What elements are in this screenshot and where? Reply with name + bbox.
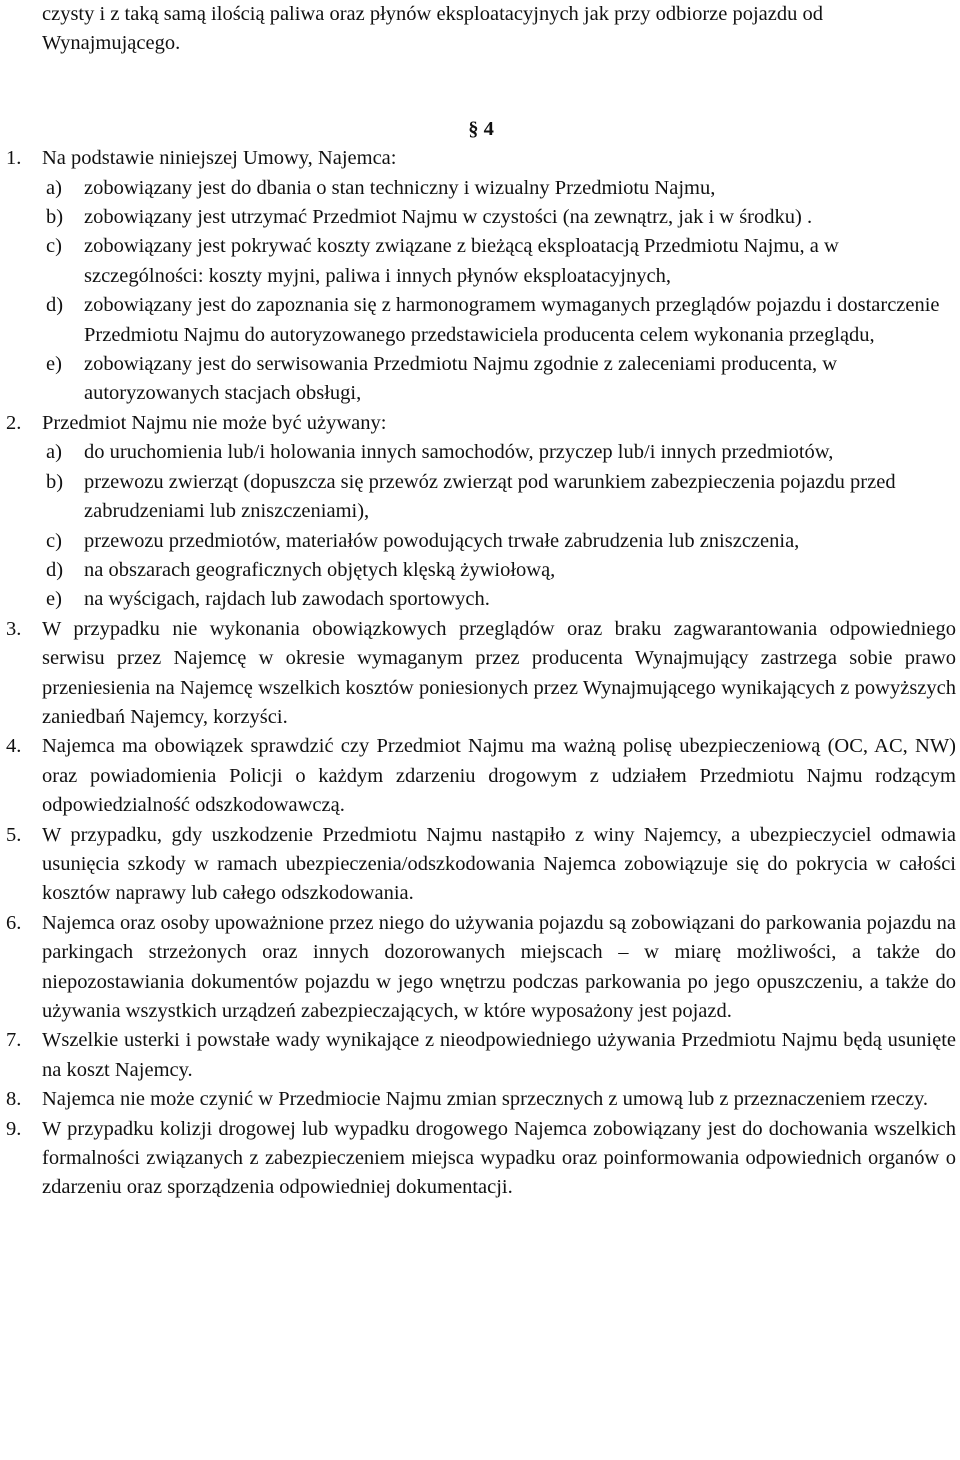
subclause-item [6, 203, 956, 232]
clause-number: 8. [6, 1088, 22, 1111]
subclause-text: do uruchomienia lub/i holowania innych samochodów, przyczep lub/i innych przedmiotów, [84, 441, 834, 464]
subclause-item [6, 438, 956, 467]
subclause-text: na wyścigach, rajdach lub zawodach sportowych. [84, 588, 490, 611]
clause-row [6, 1026, 956, 1085]
clause-text: Na podstawie niniejszej Umowy, Najemca: [42, 147, 397, 170]
clause-text: Najemca oraz osoby upoważnione przez niego do używania pojazdu są zobowiązani do parkowania pojazdu na parkingach strzeżonych oraz innych dozorowanych miejscach – w miarę możliwości, a także do niepozostawiania dokumentów pojazdu w jego wnętrzu podczas parkowania po jego opuszczeniu, a także do używania wszystkich urządzeń zabezpieczających, w które wyposażony jest pojazd. [42, 911, 956, 1022]
clause-text: Wszelkie usterki i powstałe wady wynikające z nieodpowiedniego używania Przedmiotu Najmu będą usunięte na koszt Najemcy. [42, 1029, 956, 1081]
clause-body [42, 909, 956, 1027]
clause-row [6, 732, 956, 820]
subclause-letter: d) [46, 558, 64, 581]
clause-text: W przypadku nie wykonania obowiązkowych przeglądów oraz braku zagwarantowania odpowiedniego serwisu przez Najemcę w okresie wymaganym przez producenta Wynajmujący zastrzega sobie prawo przeniesienia na Najemcę wszelkich kosztów poniesionych przez Wynajmującego wynikających z powyższych zaniedbań Najemcy, korzyści. [42, 617, 956, 728]
subclause-item [6, 556, 956, 585]
subclause-text: zobowiązany jest utrzymać Przedmiot Najmu w czystości (na zewnątrz, jak i w środku) . [84, 206, 813, 229]
subclause-text: przewozu przedmiotów, materiałów powodujących trwałe zabrudzenia lub zniszczenia, [84, 529, 800, 552]
clause-number: 2. [6, 411, 22, 434]
subclause-letter: d) [46, 294, 64, 317]
clause-item-2 [6, 409, 956, 615]
clause-row [6, 821, 956, 909]
subclause-letter: e) [46, 588, 62, 611]
subclause-item [6, 350, 956, 409]
clause-body [42, 1085, 956, 1114]
clause-text: Najemca ma obowiązek sprawdzić czy Przedmiot Najmu ma ważną polisę ubezpieczeniową (OC, AC, NW) oraz powiadomienia Policji o każdym zdarzeniu drogowym z udziałem Przedmiotu Najmu rodzącym odpowiedzialność odszkodowawczą. [42, 735, 956, 817]
subclause-letter: a) [46, 176, 62, 199]
clause-body [42, 144, 956, 173]
preamble-text: czysty i z taką samą ilością paliwa oraz płynów eksploatacyjnych jak przy odbiorze pojazdu od Wynajmującego. [42, 3, 824, 55]
subclause-text: przewozu zwierząt (dopuszcza się przewóz zwierząt pod warunkiem zabezpieczenia pojazdu przed zabrudzeniami lub zniszczeniami), [84, 470, 896, 523]
clause-row [6, 1085, 956, 1114]
clause-body [42, 821, 956, 909]
clause-item-9 [6, 1115, 956, 1203]
subclause-letter: c) [46, 235, 62, 258]
clause-item-3 [6, 615, 956, 733]
clause-text: Przedmiot Najmu nie może być używany: [42, 411, 387, 434]
clause-item-7 [6, 1026, 956, 1085]
clause-row [6, 1115, 956, 1203]
clause-number: 3. [6, 617, 22, 640]
subclause-text: zobowiązany jest do serwisowania Przedmiotu Najmu zgodnie z zaleceniami producenta, w autoryzowanych stacjach obsługi, [84, 353, 838, 405]
clause-text: W przypadku, gdy uszkodzenie Przedmiotu Najmu nastąpiło z winy Najemcy, a ubezpieczyciel odmawia usunięcia szkody w ramach ubezpieczenia/odszkodowania Najemca zobowiązuje się do pokrycia w całości kosztów naprawy lub całego odszkodowania. [42, 823, 956, 905]
subclause-item [6, 585, 956, 614]
clause-text: W przypadku kolizji drogowej lub wypadku drogowego Najemca zobowiązany jest do dochowania wszelkich formalności związanych z zabezpieczeniem miejsca wypadku oraz poinformowania odpowiednich organów o zdarzeniu oraz sporządzenia odpowiedniej dokumentacji. [42, 1117, 956, 1199]
clause-text: Najemca nie może czynić w Przedmiocie Najmu zmian sprzecznych z umową lub z przeznaczeniem rzeczy. [42, 1088, 928, 1111]
clause-body [42, 409, 956, 438]
section-heading: § 4 [468, 117, 494, 140]
subclause-letter: c) [46, 529, 62, 552]
subclause-letter: b) [46, 206, 64, 229]
subclause-letter: a) [46, 441, 62, 464]
clause-item-4 [6, 732, 956, 820]
clause-number: 4. [6, 735, 22, 758]
subclause-letter: b) [46, 470, 64, 493]
clause-number: 6. [6, 911, 22, 934]
subclause-item [6, 232, 956, 291]
clause-item-8 [6, 1085, 956, 1114]
subclause-list [6, 438, 956, 614]
clause-number: 1. [6, 147, 22, 170]
clause-body [42, 732, 956, 820]
clause-number: 7. [6, 1029, 22, 1052]
clause-number: 9. [6, 1117, 22, 1140]
subclause-text: zobowiązany jest pokrywać koszty związane z bieżącą eksploatacją Przedmiotu Najmu, a w szczególności: koszty myjni, paliwa i innych płynów eksploatacyjnych, [84, 235, 839, 287]
clause-row [6, 615, 956, 733]
clause-list [6, 144, 956, 1203]
subclause-item [6, 468, 956, 527]
subclause-text: na obszarach geograficznych objętych klęską żywiołową, [84, 558, 556, 581]
subclause-list [6, 174, 956, 409]
subclause-text: zobowiązany jest do zapoznania się z harmonogramem wymaganych przeglądów pojazdu i dostarczenie Przedmiotu Najmu do autoryzowanego przedstawiciela producenta celem wykonania przeglądu, [84, 294, 940, 346]
subclause-item [6, 174, 956, 203]
clause-row [6, 144, 956, 173]
clause-body [42, 1115, 956, 1203]
clause-item-1 [6, 144, 956, 409]
clause-item-6 [6, 909, 956, 1027]
subclause-item [6, 291, 956, 350]
clause-body [42, 1026, 956, 1085]
clause-row [6, 409, 956, 438]
clause-row [6, 909, 956, 1027]
clause-body [42, 615, 956, 733]
subclause-letter: e) [46, 353, 62, 376]
subclause-text: zobowiązany jest do dbania o stan techniczny i wizualny Przedmiotu Najmu, [84, 176, 716, 199]
clause-number: 5. [6, 823, 22, 846]
subclause-item [6, 527, 956, 556]
clause-item-5 [6, 821, 956, 909]
